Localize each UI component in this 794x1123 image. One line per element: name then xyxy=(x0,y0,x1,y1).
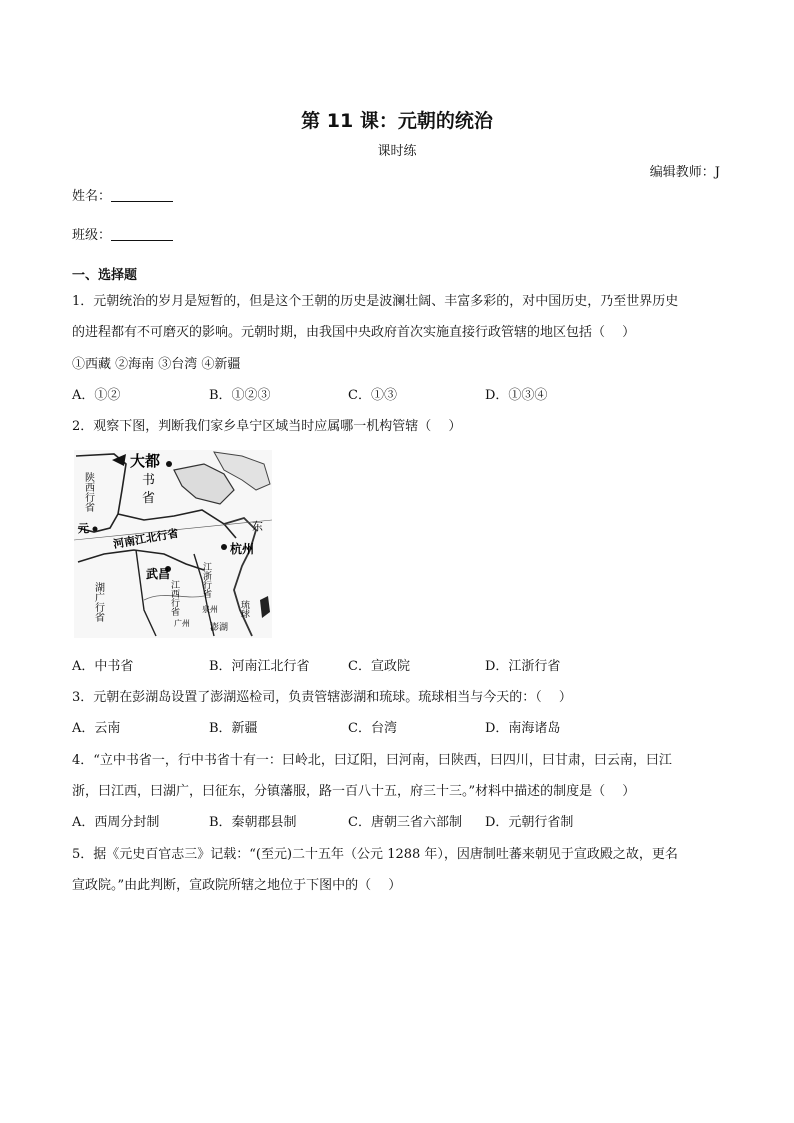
q3-option-c[interactable]: C．台湾 xyxy=(348,721,397,736)
page-subtitle: 课时练 xyxy=(377,144,417,159)
q2-option-c[interactable]: C．宣政院 xyxy=(348,659,410,674)
q1-line2: 的进程都有不可磨灭的影响。元朝时期，由我国中央政府首次实施直接行政管辖的地区包括（ ） xyxy=(72,325,636,340)
map-label-dadu: 大都 xyxy=(130,452,161,470)
q4-line2: 浙，曰江西，曰湖广，曰征东，分镇藩服，路一百八十五，府三十三。”材料中描述的制度是（ ） xyxy=(72,784,636,799)
map-label-henan-jiangbei: 河南江北行省 xyxy=(112,526,180,551)
map-label-jiangzhe: 江浙行省 xyxy=(201,562,211,598)
q5-line1: 5．据《元史百官志三》记载：“(至元)二十五年（公元 1288 年），因唐制吐蕃来朝见于宣政殿之故，更名 xyxy=(72,847,678,862)
class-field[interactable] xyxy=(72,224,173,243)
q1-line3: ①西藏 ②海南 ③台湾 ④新疆 xyxy=(72,357,241,372)
name-blank[interactable] xyxy=(111,189,173,202)
q1-option-a[interactable]: A．①② xyxy=(72,388,121,403)
q3-option-b[interactable]: B．新疆 xyxy=(209,721,258,736)
map-label-penghu: 澎湖 xyxy=(210,623,229,633)
class-blank[interactable] xyxy=(111,228,173,241)
map-label-hangzhou: 杭州 xyxy=(230,542,255,556)
map-label-jiangxi: 江西行省 xyxy=(169,580,179,616)
map-label-guangzhou: 广州 xyxy=(174,619,190,628)
map-label-liuqiu: 琉球 xyxy=(239,600,249,618)
map-label-dong: 东 xyxy=(252,520,263,533)
q4-option-a[interactable]: A．西周分封制 xyxy=(72,815,160,830)
editor-label: 编辑教师：J xyxy=(649,165,720,180)
page-title: 第 11 课：元朝的统治 xyxy=(301,110,493,132)
q1-line1: 1．元朝统治的岁月是短暂的，但是这个王朝的历史是波澜壮阔、丰富多彩的，对中国历史，乃至世界历史 xyxy=(72,294,679,309)
map-label-shaanxi: 陕西行省 xyxy=(82,472,94,512)
q1-option-d[interactable]: D．①③④ xyxy=(485,388,548,403)
q1-option-c[interactable]: C．①③ xyxy=(348,388,397,403)
q2-line1: 2．观察下图，判断我们家乡阜宁区域当时应属哪一机构管辖（ ） xyxy=(72,419,462,434)
class-field-label: 班级： xyxy=(72,228,112,243)
q4-option-c[interactable]: C．唐朝三省六部制 xyxy=(348,815,462,830)
q3-option-a[interactable]: A．云南 xyxy=(72,721,121,736)
q1-option-b[interactable]: B．①②③ xyxy=(209,388,271,403)
q4-option-d[interactable]: D．元朝行省制 xyxy=(485,815,574,830)
q2-option-a[interactable]: A．中书省 xyxy=(72,659,134,674)
map-label-yuan: 元 xyxy=(78,522,89,535)
map-label-wuchang: 武昌 xyxy=(146,567,171,581)
map-label-quanzhou: 泉州 xyxy=(202,605,218,614)
q2-option-d[interactable]: D．江浙行省 xyxy=(485,659,561,674)
map-label-huguang: 湖广行省 xyxy=(92,582,104,622)
section-heading: 一、选择题 xyxy=(72,268,138,283)
q4-line1: 4．“立中书省一，行中书省十有一：曰岭北，曰辽阳，曰河南，曰陕西，曰四川，曰甘肃，曰云南，曰江 xyxy=(72,753,672,768)
map-label-shu: 书 xyxy=(142,473,156,488)
q3-option-d[interactable]: D．南海诸岛 xyxy=(485,721,561,736)
yuan-map-image xyxy=(74,450,272,638)
name-field-label: 姓名： xyxy=(72,189,112,204)
q2-option-b[interactable]: B．河南江北行省 xyxy=(209,659,310,674)
q3-line1: 3．元朝在彭湖岛设置了澎湖巡检司，负责管辖澎湖和琉球。琉球相当与今天的：（ ） xyxy=(72,690,572,705)
q4-option-b[interactable]: B．秦朝郡县制 xyxy=(209,815,297,830)
q5-line2: 宣政院。”由此判断，宣政院所辖之地位于下图中的（ ） xyxy=(72,878,402,893)
name-field[interactable] xyxy=(72,185,173,204)
map-label-sheng: 省 xyxy=(142,491,156,506)
